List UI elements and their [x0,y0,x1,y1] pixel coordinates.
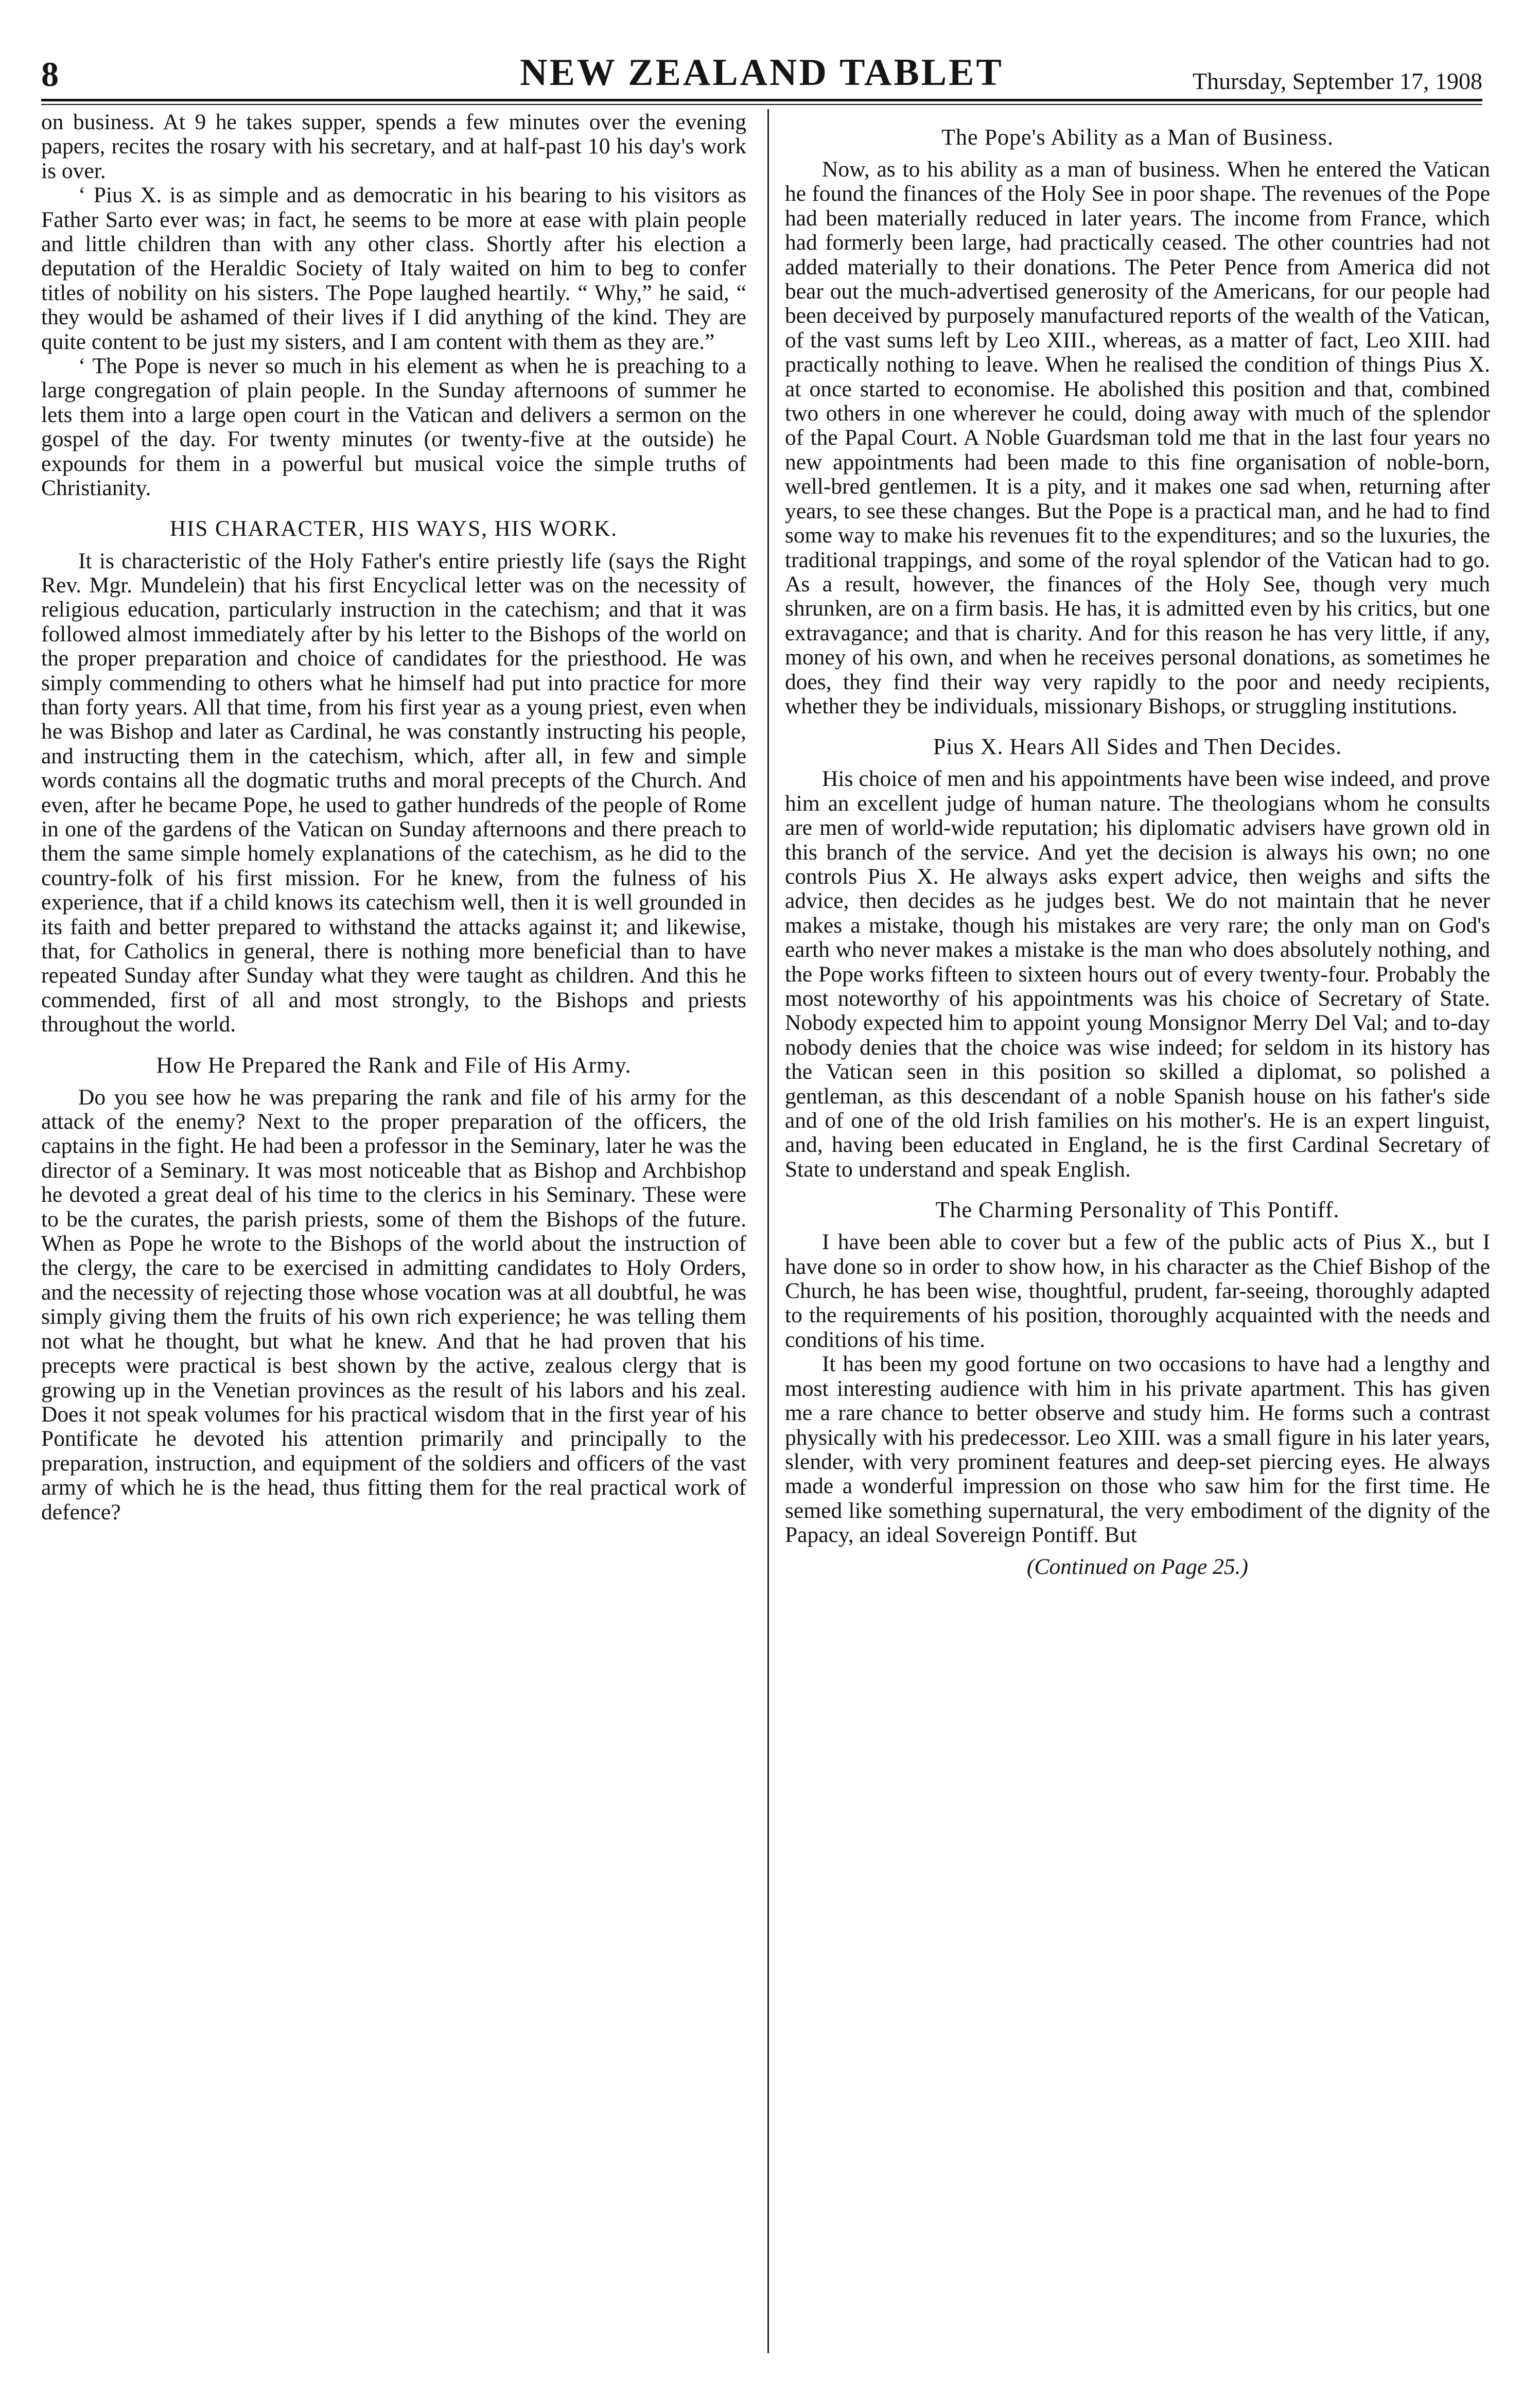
header-rule-thin [41,104,1482,105]
section-heading: HIS CHARACTER, HIS WAYS, HIS WORK. [170,516,618,541]
column-divider [767,109,769,2353]
paragraph: It has been my good fortune on two occasions to have had a lengthy and most interesting audience with him in his private apartment. This has given me a rare chance to better observe and study him. He forms such a contrast physically with his predecessor. Leo XIII. was a small figure in his later years, slender, with very prominent features and deep-set piercing eyes. He always made a wonderful impression on those who saw him for the first time. He semed like something supernatural, the very embodiment of the dignity of the Papacy, an ideal Sovereign Pontiff. But [785,1352,1490,1548]
paragraph: Do you see how he was preparing the rank and file of his army for the attack of the enemy? Next to the proper preparation of the officers, the captains in the fight. He had been a professor in the Seminary, later he was the director of a Seminary. It was most noticeable that as Bishop and Archbishop he devoted a great deal of his time to the clerics in his Seminary. These were to be the curates, the parish priests, some of them the Bishops of the future. When as Pope he wrote to the Bishops of the world about the instruction of the clergy, the care to be exercised in admitting candidates to Holy Orders, and the necessity of rejecting those whose vocation was at all doubtful, he was simply giving them the fruits of his own rich experience; he was telling them not what he thought, but what he knew. And that he had proven that his precepts were practical is best shown by the active, zealous clergy that is growing up in the Venetian provinces as the result of his labors and his zeal. Does it not speak volumes for his practical wisdom that in the first year of his Pontificate he devoted his attention primarily and principally to the preparation, instruction, and equipment of the soldiers and officers of the vast army of which he is the head, thus fitting them for the real practical work of defence? [41,1084,746,1525]
left-column [41,110,746,1525]
page-number: 8 [41,55,59,94]
masthead [41,38,1482,95]
section-heading: Pius X. Hears All Sides and Then Decides. [933,734,1342,760]
header-rule-thick [41,99,1482,101]
section-heading: How He Prepared the Rank and File of His Army. [156,1052,632,1078]
continuation-note: (Continued on Page 25.) [1026,1554,1249,1579]
paragraph: Now, as to his ability as a man of business. When he entered the Vatican he found the finances of the Holy See in poor shape. The revenues of the Pope had been materially reduced in later years. The income from France, which had formerly been large, had practically ceased. The other countries had not added materially to their donations. The Peter Pence from America did not bear out the much-advertised generosity of the Americans, for our people had been deceived by purposely manufactured reports of the wealth of the Vatican, of the vast sums left by Leo XIII., whereas, as a matter of fact, Leo XIII. had practically nothing to leave. When he realised the condition of things Pius X. at once started to economise. He abolished this position and that, combined two others in one wherever he could, doing away with much of the splendor of the Papal Court. A Noble Guardsman told me that in the last four years no new appointments had been made to this fine organisation of noble-born, well-bred gentlemen. It is a pity, and it makes one sad when, returning after years, to see these changes. But the Pope is a practical man, and he had to find some way to make his revenues fit to the expenditures; and so the luxuries, the traditional trappings, and some of the royal splendor of the Vatican had to go. As a result, however, the finances of the Holy See, though very much shrunken, are on a firm basis. He has, it is admitted even by his critics, but one extravagance; and that is charity. And for this reason he has very little, if any, money of his own, and when he receives personal donations, as sometimes he does, they find their way very rapidly to the poor and needy recipients, whether they be individuals, missionary Bishops, or struggling institutions. [785,157,1490,719]
right-column [785,110,1490,1579]
paragraph: ‘ Pius X. is as simple and as democratic in his bearing to his visitors as Father Sarto ever was; in fact, he seems to be more at ease with plain people and little children than with any other class. Shortly after his election a deputation of the Heraldic Society of Italy waited on him to beg to confer titles of nobility on his sisters. The Pope laughed heartily. “ Why,” he said, “ they would be ashamed of their lives if I did anything of the kind. They are quite content to be just my sisters, and I am content with them as they are.” [41,183,746,354]
publication-title: NEW ZEALAND TABLET [520,51,1004,94]
paragraph: It is characteristic of the Holy Father's entire priestly life (says the Right Rev. Mgr. Mundelein) that his first Encyclical letter was on the necessity of religious education, particularly instruction in the catechism; and that it was followed almost immediately after by his letter to the Bishops of the world on the proper preparation and choice of candidates for the priesthood. He was simply commending to others what he himself had put into practice for more than forty years. All that time, from his first year as a young priest, even when he was Bishop and later as Cardinal, he was constantly instructing his people, and instructing them in the catechism, which, after all, in few and simple words contains all the dogmatic truths and moral precepts of the Church. And even, after he became Pope, he used to gather hundreds of the people of Rome in one of the gardens of the Vatican on Sunday afternoons and there preach to them the same simple homely explanations of the catechism, as he did to the country-folk of his first mission. For he knew, from the fulness of his experience, that if a child knows its catechism well, then it is well grounded in its faith and better prepared to withstand the attacks against it; and likewise, that, for Catholics in general, there is nothing more beneficial than to have repeated Sunday after Sunday what they were taught as children. And this he commended, first of all and most strongly, to the Bishops and priests throughout the world. [41,548,746,1037]
paragraph: on business. At 9 he takes supper, spends a few minutes over the evening papers, recites the rosary with his secretary, and at half-past 10 his day's work is over. [41,110,746,183]
paragraph: His choice of men and his appointments have been wise indeed, and prove him an excellent judge of human nature. The theologians whom he consults are men of world-wide reputation; his diplomatic advisers have grown old in this branch of the service. And yet the decision is always his own; no one controls Pius X. He always asks expert advice, then weighs and sifts the advice, then decides as he judges best. We do not maintain that he never makes a mistake, though his mistakes are very rare; the only man on God's earth who never makes a mistake is the man who does absolutely nothing, and the Pope works fifteen to sixteen hours out of every twenty-four. Probably the most noteworthy of his appointments was his choice of Secretary of State. Nobody expected him to appoint young Monsignor Merry Del Val; and to-day nobody denies that the choice was wise indeed; for seldom in its history has the Vatican seen in this position so skilled a diplomat, so polished a gentleman, as this descendant of a noble Spanish house on his father's side and of one of the old Irish families on his mother's. He is an expert linguist, and, having been educated in England, he is the first Cardinal Secretary of State to understand and speak English. [785,766,1490,1182]
section-heading: The Pope's Ability as a Man of Business. [941,125,1334,150]
paragraph: ‘ The Pope is never so much in his element as when he is preaching to a large congregation of plain people. In the Sunday afternoons of summer he lets them into a large open court in the Vatican and delivers a sermon on the gospel of the day. For twenty minutes (or twenty-five at the outside) he expounds for them in a powerful but musical voice the simple truths of Christianity. [41,354,746,501]
section-heading: The Charming Personality of This Pontiff. [935,1197,1340,1223]
issue-date: Thursday, September 17, 1908 [1193,68,1482,94]
paragraph: I have been able to cover but a few of the public acts of Pius X., but I have done so in order to show how, in his character as the Chief Bishop of the Church, he has been wise, thoughtful, prudent, far-seeing, thoroughly adapted to the requirements of his position, thoroughly acquainted with the needs and conditions of his time. [785,1230,1490,1352]
